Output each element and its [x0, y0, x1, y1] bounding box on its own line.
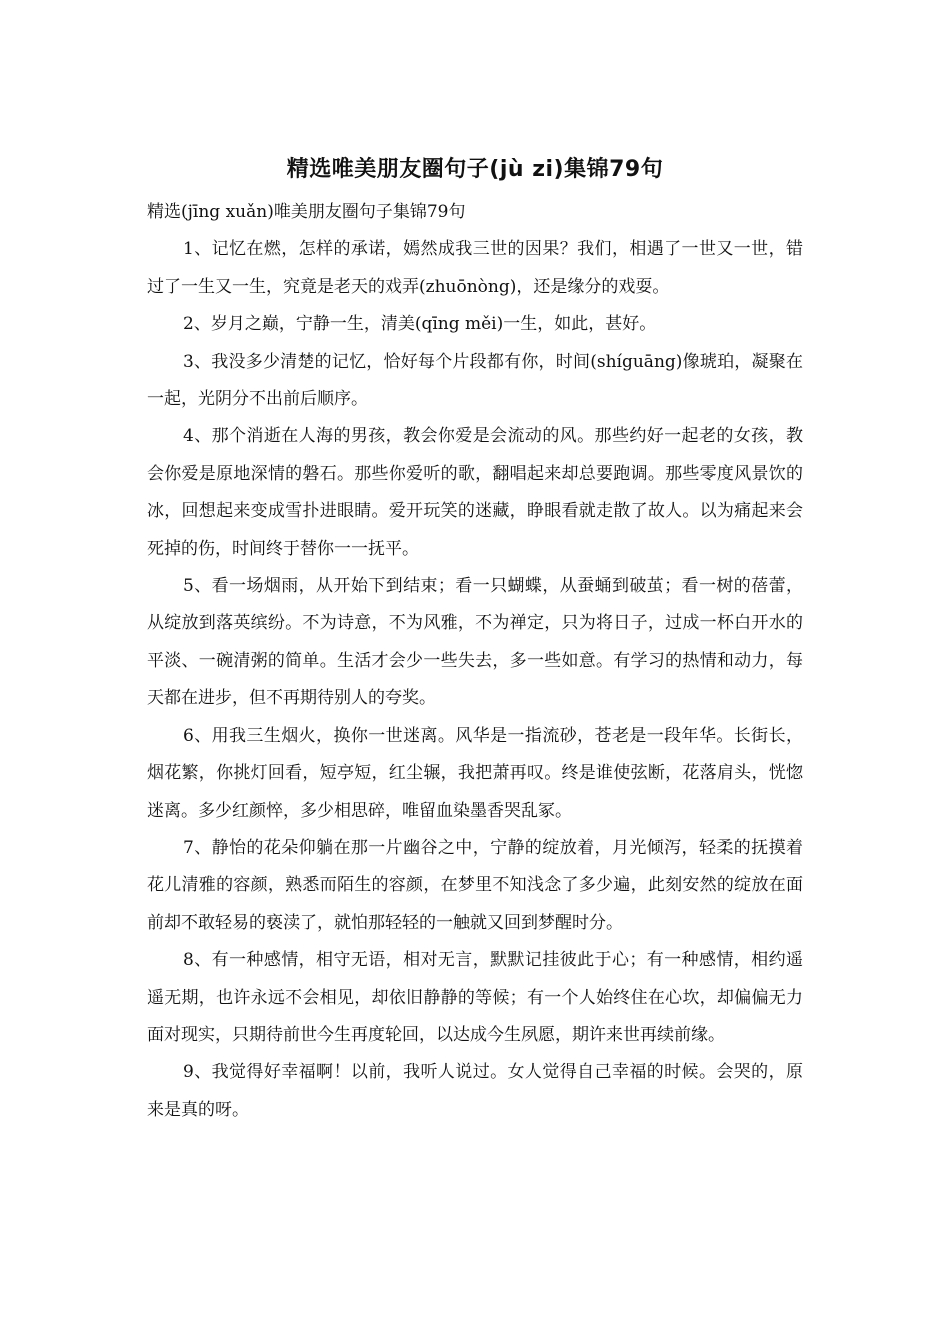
paragraph-4: 4、那个消逝在人海的男孩，教会你爱是会流动的风。那些约好一起老的女孩，教会你爱是原地深情的磐石。那些你爱听的歌，翻唱起来却总要跑调。那些零度风景饮的冰，回想起来变成雪扑进眼睛。爱开玩笑的迷藏，睁眼看就走散了故人。以为痛起来会死掉的伤，时间终于替你一一抚平。 — [147, 426, 803, 559]
paragraph-8: 8、有一种感情，相守无语，相对无言，默默记挂彼此于心；有一种感情，相约遥遥无期，也许永远不会相见，却依旧静静的等候；有一个人始终住在心坎，却偏偏无力面对现实，只期待前世今生再度轮回，以达成今生夙愿，期许来世再续前缘。 — [147, 950, 803, 1045]
paragraph-5: 5、看一场烟雨，从开始下到结束；看一只蝴蝶，从蚕蛹到破茧；看一树的蓓蕾，从绽放到落英缤纷。不为诗意，不为风雅，不为禅定，只为将日子，过成一杯白开水的平淡、一碗清粥的简单。生活才会少一些失去，多一些如意。有学习的热情和动力，每天都在进步，但不再期待别人的夸奖。 — [147, 576, 803, 709]
document-subtitle: 精选(jīng xuǎn)唯美朋友圈句子集锦79句 — [147, 202, 466, 222]
paragraph-2: 2、岁月之巅，宁静一生，清美(qīng měi)一生，如此，甚好。 — [183, 314, 657, 335]
paragraph-3: 3、我没多少清楚的记忆，恰好每个片段都有你，时间(shíguāng)像琥珀，凝聚在一起，光阴分不出前后顺序。 — [147, 351, 803, 410]
paragraph-1: 1、记忆在燃，怎样的承诺，嫣然成我三世的因果？我们，相遇了一世又一世，错过了一生又一生，究竟是老天的戏弄(zhuōnòng)，还是缘分的戏耍。 — [147, 239, 803, 297]
paragraph-9: 9、我觉得好幸福啊！以前，我听人说过。女人觉得自己幸福的时候。会哭的，原来是真的呀。 — [147, 1062, 803, 1120]
paragraph-7: 7、静怡的花朵仰躺在那一片幽谷之中，宁静的绽放着，月光倾泻，轻柔的抚摸着花儿清雅的容颜，熟悉而陌生的容颜，在梦里不知浅念了多少遍，此刻安然的绽放在面前却不敢轻易的亵渎了，就怕那轻轻的一触就又回到梦醒时分。 — [147, 837, 803, 933]
document-body — [147, 194, 803, 1129]
document-title: 精选唯美朋友圈句子(jù zi)集锦79句 — [286, 157, 664, 182]
paragraph-6: 6、用我三生烟火，换你一世迷离。风华是一指流砂，苍老是一段年华。长街长，烟花繁，你挑灯回看，短亭短，红尘辗，我把萧再叹。终是谁使弦断，花落肩头，恍惚迷离。多少红颜悴，多少相思碎，唯留血染墨香哭乱冢。 — [147, 725, 803, 821]
